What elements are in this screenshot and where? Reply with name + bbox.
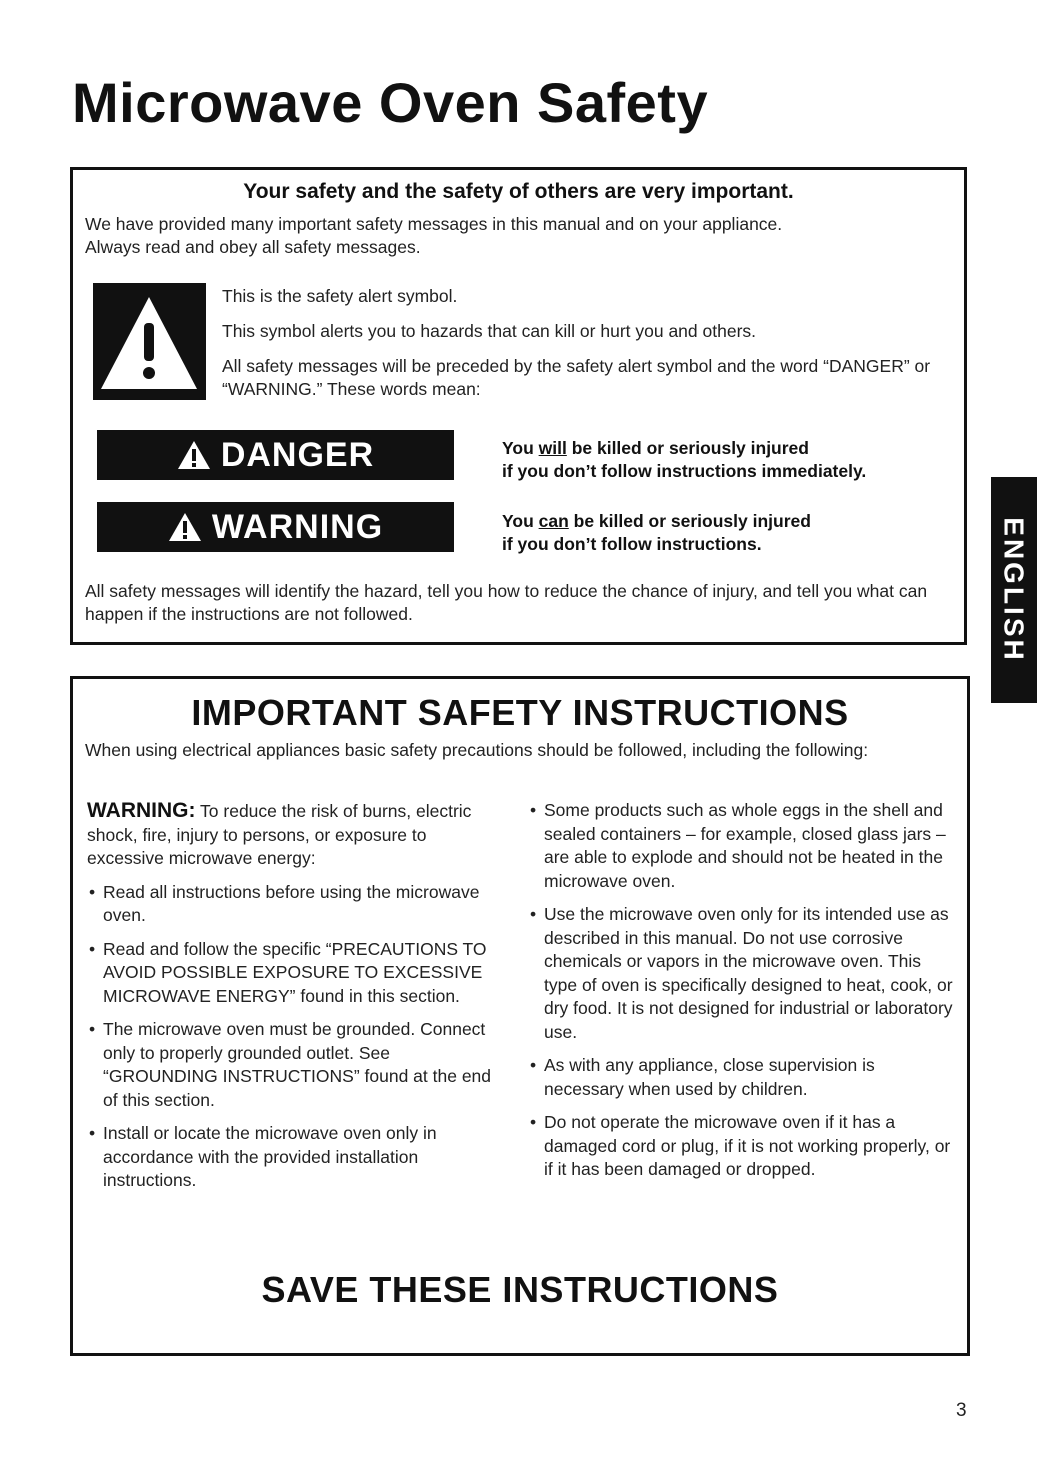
warning-label: WARNING bbox=[211, 507, 384, 546]
list-item: • Read all instructions before using the microwave oven. bbox=[87, 881, 507, 928]
danger-description bbox=[502, 437, 866, 483]
list-item: • The microwave oven must be grounded. Connect only to properly grounded outlet. See “GROUNDING INSTRUCTIONS” found at the end of this section. bbox=[87, 1018, 507, 1112]
warning-lead-label: WARNING: bbox=[87, 799, 196, 822]
left-bullet-list bbox=[87, 881, 507, 1193]
danger-alert-icon bbox=[177, 440, 211, 470]
warning-lead-text: To reduce the risk of burns, electric shock, fire, injury to persons, or exposure to excessive microwave energy: bbox=[87, 801, 472, 868]
instructions-right-column bbox=[528, 799, 953, 1192]
danger-emphasis: will bbox=[538, 438, 567, 458]
danger-signal-banner bbox=[97, 430, 454, 480]
warning-desc-line2: if you don’t follow instructions. bbox=[502, 534, 762, 554]
list-item: • Use the microwave oven only for its intended use as described in this manual. Do not use corrosive chemicals or vapors in the microwave oven. This type of oven is specifically designed to heat, cook, or dry food. It is not designed for industrial or laboratory use. bbox=[528, 903, 953, 1044]
alert-text-2: This symbol alerts you to hazards that can kill or hurt you and others. bbox=[222, 321, 757, 341]
alert-symbol-explanation bbox=[222, 285, 942, 413]
instructions-heading: IMPORTANT SAFETY INSTRUCTIONS bbox=[191, 692, 849, 733]
warning-desc-pre: You bbox=[502, 511, 539, 531]
safety-alert-symbol-icon bbox=[93, 283, 206, 400]
warning-desc-post: be killed or seriously injured bbox=[568, 511, 811, 531]
safety-box-intro bbox=[85, 213, 782, 259]
warning-alert-icon bbox=[168, 512, 202, 542]
warning-description bbox=[502, 510, 811, 556]
warning-signal-banner bbox=[97, 502, 454, 552]
danger-desc-line2: if you don’t follow instructions immediately. bbox=[502, 461, 867, 481]
list-item: • As with any appliance, close supervision is necessary when used by children. bbox=[528, 1054, 953, 1101]
list-item: • Install or locate the microwave oven only in accordance with the provided installation instructions. bbox=[87, 1122, 507, 1193]
intro-line-2: Always read and obey all safety messages. bbox=[85, 237, 421, 257]
intro-line-1: We have provided many important safety messages in this manual and on your appliance. bbox=[85, 214, 783, 234]
list-item: • Read and follow the specific “PRECAUTIONS TO AVOID POSSIBLE EXPOSURE TO EXCESSIVE MICROWAVE ENERGY” found in this section. bbox=[87, 938, 507, 1009]
danger-desc-pre: You bbox=[502, 438, 539, 458]
danger-desc-post: be killed or seriously injured bbox=[566, 438, 809, 458]
safety-message-box bbox=[70, 167, 967, 645]
warning-emphasis: can bbox=[538, 511, 569, 531]
page-title: Microwave Oven Safety bbox=[72, 71, 709, 134]
instructions-left-column bbox=[87, 799, 507, 1203]
right-bullet-list bbox=[528, 799, 953, 1182]
alert-text-3: All safety messages will be preceded by the safety alert symbol and the word “DANGER” or “WARNING.” These words mean: bbox=[222, 356, 931, 399]
danger-label: DANGER bbox=[220, 435, 375, 474]
save-instructions-footer: SAVE THESE INSTRUCTIONS bbox=[261, 1269, 779, 1310]
language-tab bbox=[991, 477, 1037, 703]
safety-box-heading: Your safety and the safety of others are very important. bbox=[243, 180, 794, 203]
instructions-intro: When using electrical appliances basic safety precautions should be followed, including the following: bbox=[85, 740, 869, 760]
important-safety-instructions-box bbox=[70, 676, 970, 1356]
page-number: 3 bbox=[956, 1400, 967, 1421]
warning-lead bbox=[87, 799, 507, 871]
identify-hazard-text: All safety messages will identify the hazard, tell you how to reduce the chance of injury, and tell you what can happen if the instructions are not followed. bbox=[85, 581, 928, 624]
language-tab-label: ENGLISH bbox=[999, 517, 1030, 663]
list-item: • Do not operate the microwave oven if it has a damaged cord or plug, if it is not working properly, or if it has been damaged or dropped. bbox=[528, 1111, 953, 1182]
alert-text-1: This is the safety alert symbol. bbox=[222, 286, 458, 306]
list-item: • Some products such as whole eggs in the shell and sealed containers – for example, closed glass jars – are able to explode and should not be heated in the microwave oven. bbox=[528, 799, 953, 893]
